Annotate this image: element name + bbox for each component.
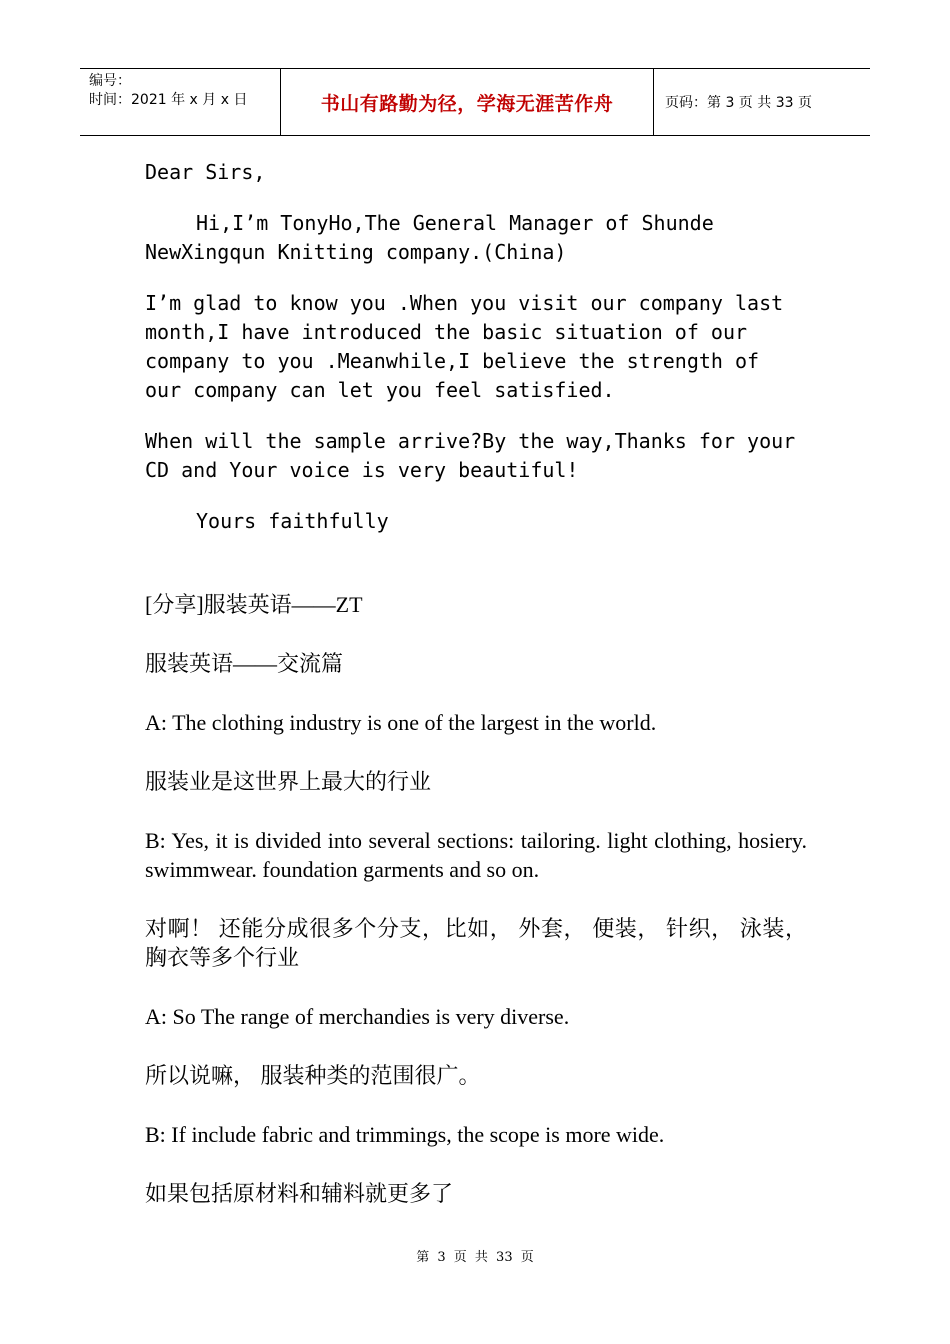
article-title: [分享]服装英语——ZT xyxy=(145,592,363,617)
dialogue-line: 对啊！ 还能分成很多个分支，比如， 外套， 便装， 针织， 泳装， 胸衣等多个行业 xyxy=(145,916,807,970)
letter-paragraph-sample: When will the sample arrive?By the way,Thanks for your CD and Your voice is very beautiful! xyxy=(145,429,796,482)
header-page-info: 页码：第 3 页 共 33 页 xyxy=(665,95,812,111)
dialogue-line: B: Yes, it is divided into several sections: tailoring. light clothing, hosiery. swimmwear. foundation garments and so on. xyxy=(145,828,807,882)
dialogue-line: 所以说嘛， 服装种类的范围很广。 xyxy=(145,1063,481,1088)
letter-paragraph-intro: Hi,I’m TonyHo,The General Manager of Shunde NewXingqun Knitting company.(China) xyxy=(145,211,714,264)
page-header xyxy=(80,68,870,136)
letter-paragraph-company: I’m glad to know you .When you visit our company last month,I have introduced the basic situation of our company to you .Meanwhile,I believe the strength of our company can let you feel satisfied. xyxy=(145,291,784,402)
dialogue-line: 服装业是这世界上最大的行业 xyxy=(145,769,432,794)
article-subtitle: 服装英语——交流篇 xyxy=(145,651,344,676)
document-body xyxy=(145,158,807,1238)
letter-closing: Yours faithfully xyxy=(196,509,389,533)
header-meta xyxy=(80,69,281,135)
page-footer: 第 3 页 共 33 页 xyxy=(416,1250,534,1265)
header-motto: 书山有路勤为径，学海无涯苦作舟 xyxy=(281,69,654,135)
dialogue-line: 如果包括原材料和辅料就更多了 xyxy=(145,1181,454,1206)
section-spacer xyxy=(145,558,807,590)
letter-greeting: Dear Sirs, xyxy=(145,160,266,184)
serial-label: 编号： xyxy=(89,73,131,89)
dialogue-line: A: So The range of merchandies is very diverse. xyxy=(145,1004,570,1029)
dialogue-line: B: If include fabric and trimmings, the scope is more wide. xyxy=(145,1122,665,1147)
date-text: 时间：2021 年 x 月 x 日 xyxy=(89,92,248,108)
dialogue-line: A: The clothing industry is one of the largest in the world. xyxy=(145,710,657,735)
